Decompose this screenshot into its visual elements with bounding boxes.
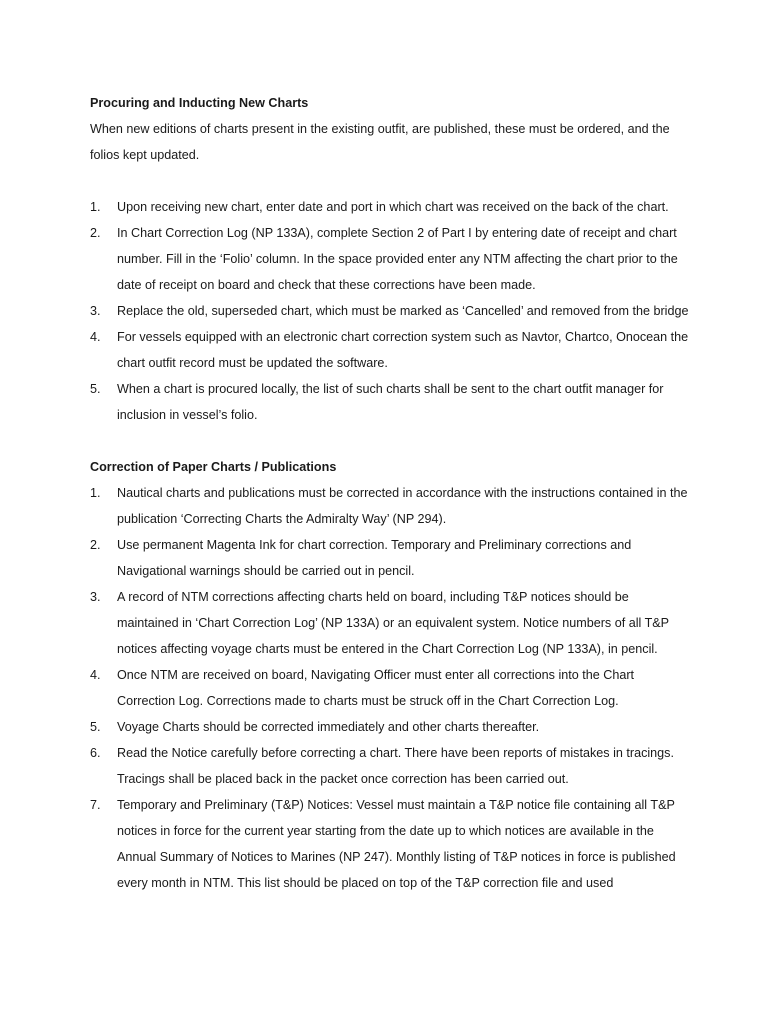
list-item [90,532,690,584]
item-text: When a chart is procured locally, the list of such charts shall be sent to the chart outfit manager for inclusion in vessel’s folio. [117,382,664,422]
list-item [90,740,690,792]
list-item [90,220,690,298]
list-item [90,376,690,428]
list-item [90,714,690,740]
item-text: Voyage Charts should be corrected immediately and other charts thereafter. [117,720,540,734]
item-text: In Chart Correction Log (NP 133A), complete Section 2 of Part I by entering date of receipt and chart number. Fill in the ‘Folio’ column. In the space provided enter any NTM affecting the chart prior to the date of receipt on board and check that these corrections have been made. [117,226,678,292]
item-text: Read the Notice carefully before correcting a chart. There have been reports of mistakes in tracings. Tracings shall be placed back in the packet once correction has been carried out. [117,746,674,786]
item-number: 1. [90,486,101,500]
item-number: 3. [90,590,101,604]
item-number: 5. [90,720,101,734]
procuring-steps-list [90,194,690,428]
list-item [90,662,690,714]
list-item [90,298,690,324]
item-number: 3. [90,304,101,318]
item-text: A record of NTM corrections affecting charts held on board, including T&P notices should be maintained in ‘Chart Correction Log’ (NP 133A) or an equivalent system. Notice numbers of all T&P notices affecting voyage charts must be entered in the Chart Correction Log (NP 133A), in pencil. [117,590,669,656]
item-text: Once NTM are received on board, Navigating Officer must enter all corrections into the Chart Correction Log. Corrections made to charts must be struck off in the Chart Correction Log. [117,668,635,708]
blank-line [90,428,690,454]
item-number: 1. [90,200,101,214]
item-number: 2. [90,226,101,240]
item-number: 6. [90,746,101,760]
list-item [90,194,690,220]
list-item [90,792,690,896]
section-heading-correction: Correction of Paper Charts / Publications [90,460,337,474]
list-item [90,480,690,532]
section-heading-procuring: Procuring and Inducting New Charts [90,96,309,110]
item-text: Upon receiving new chart, enter date and port in which chart was received on the back of the chart. [117,200,669,214]
document-body [90,90,690,896]
item-text: Use permanent Magenta Ink for chart correction. Temporary and Preliminary corrections and Navigational warnings should be carried out in pencil. [117,538,632,578]
item-number: 5. [90,382,101,396]
list-item [90,584,690,662]
correction-steps-list [90,480,690,896]
item-number: 4. [90,330,101,344]
item-number: 7. [90,798,101,812]
item-text: Replace the old, superseded chart, which must be marked as ‘Cancelled’ and removed from the bridge [117,304,689,318]
item-text: Temporary and Preliminary (T&P) Notices: Vessel must maintain a T&P notice file containing all T&P notices in force for the current year starting from the date up to which notices are available in the Annual Summary of Notices to Marines (NP 247). Monthly listing of T&P notices in force is published every month in NTM. This list should be placed on top of the T&P correction file and used [117,798,676,890]
item-text: For vessels equipped with an electronic chart correction system such as Navtor, Chartco, Onocean the chart outfit record must be updated the software. [117,330,689,370]
item-number: 2. [90,538,101,552]
item-number: 4. [90,668,101,682]
item-text: Nautical charts and publications must be corrected in accordance with the instructions contained in the publication ‘Correcting Charts the Admiralty Way’ (NP 294). [117,486,688,526]
intro-paragraph: When new editions of charts present in the existing outfit, are published, these must be ordered, and the folios kept updated. [90,122,670,162]
blank-line [90,168,690,194]
list-item [90,324,690,376]
